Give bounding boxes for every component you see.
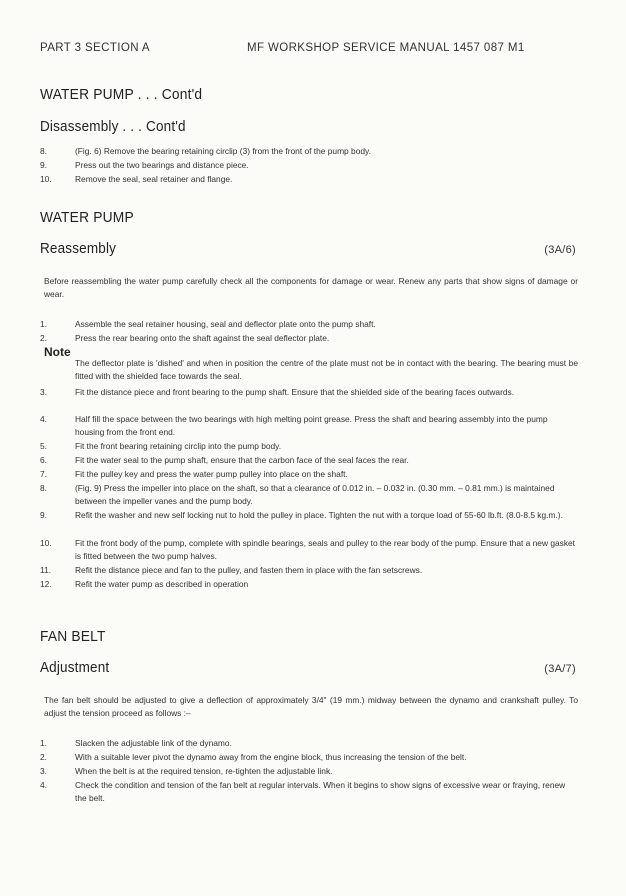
step-number: 4. xyxy=(40,414,47,424)
step-number: 4. xyxy=(40,780,47,790)
step-text: Check the condition and tension of the fan belt at regular intervals. When it begins to show signs of excessive wear or fraying, renew the belt. xyxy=(75,780,566,803)
step-text: Refit the distance piece and fan to the pulley, and fasten them in place with the fan setscrews. xyxy=(75,565,423,575)
step-number: 11. xyxy=(40,565,52,575)
section-title-water-pump: WATER PUMP xyxy=(40,209,134,226)
adjustment-intro: The fan belt should be adjusted to give a deflection of approximately 3/4" (19 mm.) midway between the dynamo and crankshaft pulley. To adjust the tension proceed as follows :– xyxy=(44,695,578,718)
step-number: 6. xyxy=(40,455,47,465)
note-label: Note xyxy=(44,345,71,359)
step-number: 8. xyxy=(40,146,47,156)
reference-code: (3A/7) xyxy=(544,663,576,675)
step-number: 5. xyxy=(40,441,47,451)
step-number: 12. xyxy=(40,579,52,589)
step-number: 9. xyxy=(40,510,47,520)
step-number: 8. xyxy=(40,483,47,493)
subtitle-adjustment: Adjustment xyxy=(40,659,110,676)
step-text: Half fill the space between the two bearings with high melting point grease. Press the shaft and bearing assembly into the pump housing from the front end. xyxy=(75,414,548,437)
note-text: The deflector plate is 'dished' and when in position the centre of the plate must not be in contact with the bearing. The bearing must be fitted with the shielded face towards the seal. xyxy=(75,358,578,381)
step-number: 3. xyxy=(40,387,47,397)
step-text: (Fig. 9) Press the impeller into place on the shaft, so that a clearance of 0.012 in. – 0.032 in. (0.30 mm. – 0.81 mm.) is maintained between the impeller vanes and the pump body. xyxy=(75,483,555,506)
step-number: 1. xyxy=(40,319,47,329)
step-number: 9. xyxy=(40,160,47,170)
step-number: 10. xyxy=(40,174,52,184)
step-text: Fit the water seal to the pump shaft, ensure that the carbon face of the seal faces the rear. xyxy=(75,455,409,465)
step-text: Slacken the adjustable link of the dynamo. xyxy=(75,738,232,748)
header-manual-title: MF WORKSHOP SERVICE MANUAL 1457 087 M1 xyxy=(247,42,525,54)
step-text: Fit the front body of the pump, complete with spindle bearings, seals and pulley to the rear body of the pump. Ensure that a new gasket is fitted between the two pump halves. xyxy=(75,538,576,561)
step-text: Assemble the seal retainer housing, seal and deflector plate onto the pump shaft. xyxy=(75,319,376,329)
step-text: Fit the pulley key and press the water pump pulley into place on the shaft. xyxy=(75,469,348,479)
header-part-section: PART 3 SECTION A xyxy=(40,42,150,54)
step-text: Fit the front bearing retaining circlip into the pump body. xyxy=(75,441,282,451)
reference-code: (3A/6) xyxy=(544,244,576,256)
step-text: Remove the seal, seal retainer and flange. xyxy=(75,174,233,184)
step-text: (Fig. 6) Remove the bearing retaining circlip (3) from the front of the pump body. xyxy=(75,146,371,156)
section-title-fan-belt: FAN BELT xyxy=(40,628,106,645)
step-text: Refit the washer and new self locking nut to hold the pulley in place. Tighten the nut with a torque load of 55-60 lb.ft. (8.0-8.5 kg.m.). xyxy=(75,510,563,520)
subtitle-reassembly: Reassembly xyxy=(40,240,117,257)
step-text: When the belt is at the required tension, re-tighten the adjustable link. xyxy=(75,766,333,776)
step-text: Fit the distance piece and front bearing to the pump shaft. Ensure that the shielded side of the bearing faces outwards. xyxy=(75,387,515,397)
subtitle-disassembly-contd: Disassembly . . . Cont'd xyxy=(40,118,186,135)
step-text: Press the rear bearing onto the shaft against the seal deflector plate. xyxy=(75,333,330,343)
step-number: 7. xyxy=(40,469,47,479)
step-number: 3. xyxy=(40,766,47,776)
section-title-water-pump-contd: WATER PUMP . . . Cont'd xyxy=(40,86,203,103)
step-text: With a suitable lever pivot the dynamo away from the engine block, thus increasing the tension of the belt. xyxy=(75,752,467,762)
step-number: 2. xyxy=(40,333,47,343)
step-number: 1. xyxy=(40,738,47,748)
step-text: Press out the two bearings and distance piece. xyxy=(75,160,249,170)
reassembly-intro: Before reassembling the water pump carefully check all the components for damage or wear. Renew any parts that show signs of damage or wear. xyxy=(44,276,578,299)
step-number: 2. xyxy=(40,752,47,762)
page-header xyxy=(40,42,580,58)
step-number: 10. xyxy=(40,538,52,548)
step-text: Refit the water pump as described in operation xyxy=(75,579,249,589)
